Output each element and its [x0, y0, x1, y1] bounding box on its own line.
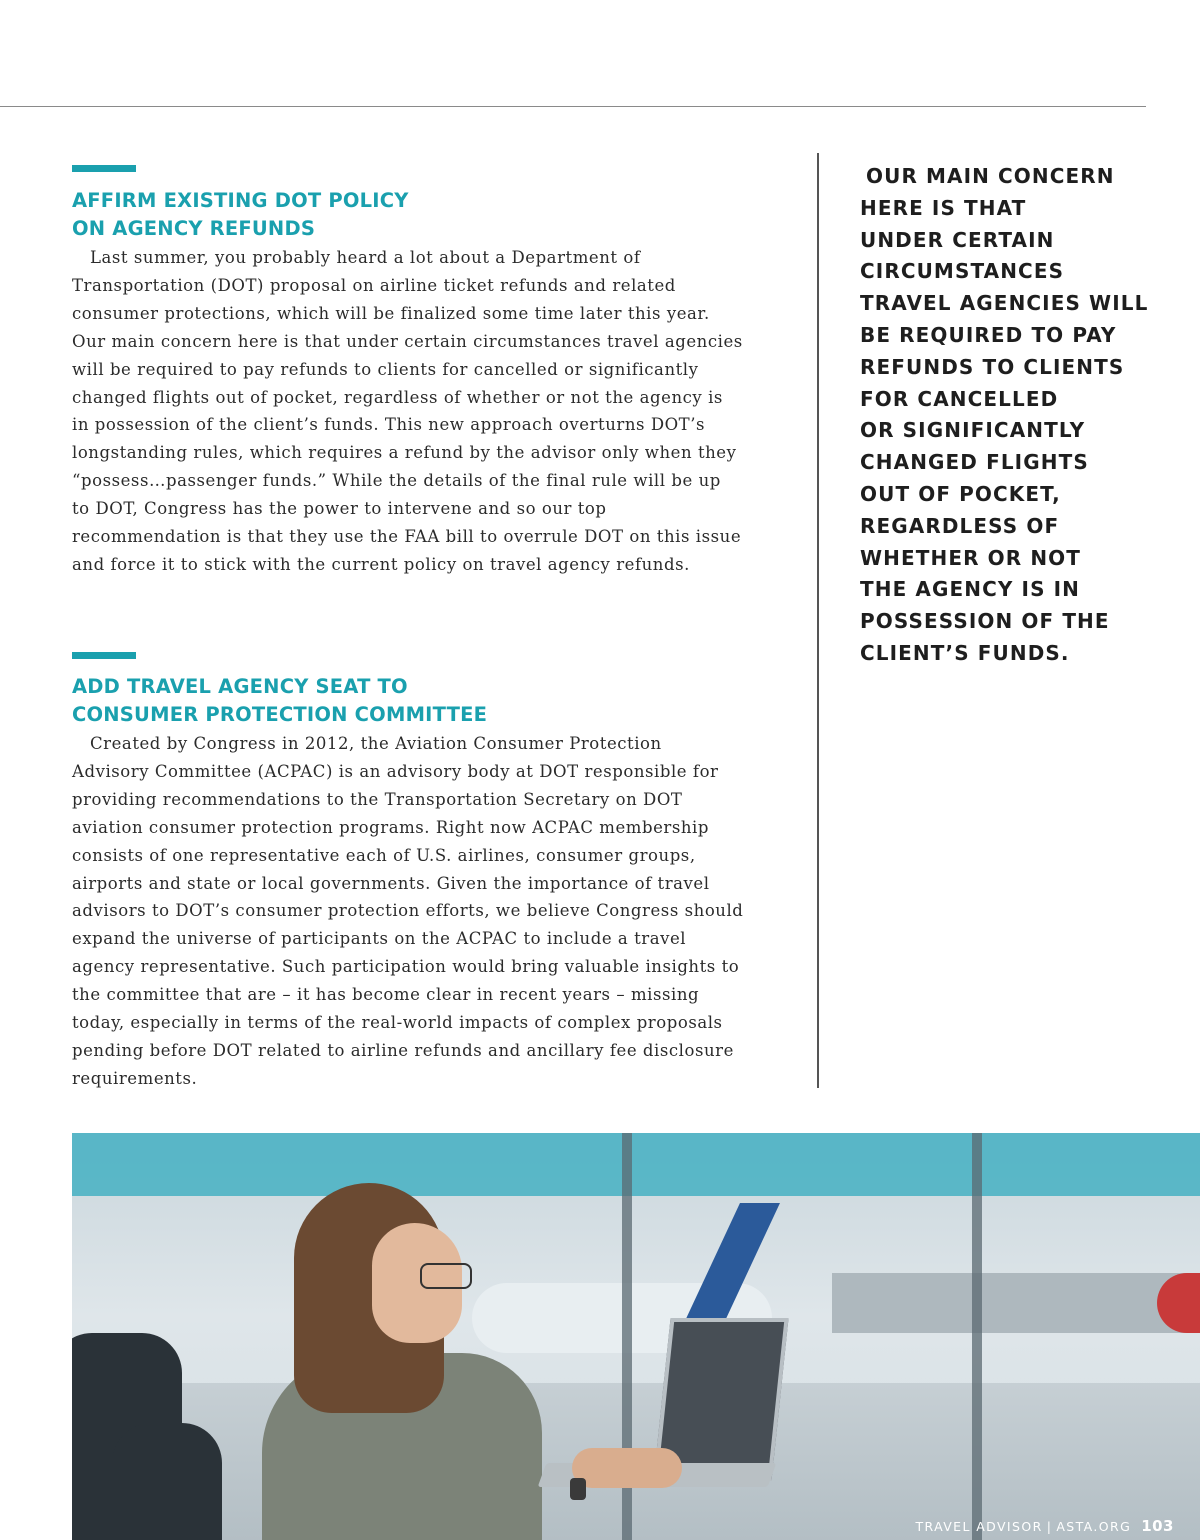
- pull-quote-line: HERE IS THAT: [860, 195, 1027, 220]
- pull-quote-line: CLIENT’S FUNDS.: [860, 640, 1070, 665]
- photo-watch: [570, 1478, 586, 1500]
- footer-separator: |: [1046, 1519, 1053, 1534]
- pull-quote-line: CIRCUMSTANCES: [860, 259, 1065, 284]
- section-heading-refunds: [72, 187, 632, 243]
- section-heading-acpac: [72, 673, 632, 729]
- heading-line: CONSUMER PROTECTION COMMITTEE: [72, 703, 488, 726]
- section-accent-bar: [72, 652, 136, 659]
- column-divider: [817, 153, 819, 1088]
- footer-publication: TRAVEL ADVISOR: [915, 1519, 1043, 1534]
- photo-glasses: [420, 1263, 472, 1289]
- pull-quote-line: OUT OF POCKET,: [860, 481, 1061, 506]
- heading-line: ON AGENCY REFUNDS: [72, 217, 316, 240]
- airport-laptop-photo: [72, 1133, 1200, 1540]
- pull-quote-line: WHETHER OR NOT: [860, 545, 1082, 570]
- photo-hands: [572, 1448, 682, 1488]
- pull-quote-line: CHANGED FLIGHTS: [860, 450, 1089, 475]
- page-footer: [915, 1517, 1174, 1535]
- section-body-refunds: Last summer, you probably heard a lot about a Department of Transportation (DOT) proposal on airline ticket refunds and related consumer protections, which will be finalized some time later this year. Our main concern here is that under certain circumstances travel agencies will be required to pay refunds to clients for cancelled or significantly changed flights out of pocket, regardless of whether or not the agency is in possession of the client’s funds. This new approach overturns DOT’s longstanding rules, which requires a refund by the advisor only when they “possess…passenger funds.” While the details of the final rule will be up to DOT, Congress has the power to intervene and so our top recommendation is that they use the FAA bill to overrule DOT on this issue and force it to stick with the current policy on travel agency refunds.: [72, 248, 743, 574]
- pull-quote-line: TRAVEL AGENCIES WILL: [860, 291, 1149, 316]
- footer-site: ASTA.ORG: [1056, 1519, 1132, 1534]
- pull-quote: [860, 161, 1160, 670]
- pull-quote-line: POSSESSION OF THE: [860, 609, 1110, 634]
- top-divider: [0, 106, 1146, 107]
- pull-quote-line: UNDER CERTAIN: [860, 227, 1055, 252]
- photo-chair: [112, 1423, 222, 1540]
- pull-quote-line: REFUNDS TO CLIENTS: [860, 354, 1125, 379]
- heading-line: AFFIRM EXISTING DOT POLICY: [72, 189, 409, 212]
- section-body-acpac: Created by Congress in 2012, the Aviation Consumer Protection Advisory Committee (ACPAC) is an advisory body at DOT responsible for providing recommendations to the Transportation Secretary on DOT aviation consumer protection programs. Right now ACPAC membership consists of one representative each of U.S. airlines, consumer groups, airports and state or local governments. Given the importance of travel advisors to DOT’s consumer protection efforts, we believe Congress should expand the universe of participants on the ACPAC to include a travel agency representative. Such participation would bring valuable insights to the committee that are – it has become clear in recent years – missing today, especially in terms of the real-world impacts of complex proposals pending before DOT related to airline refunds and ancillary fee disclosure requirements.: [72, 734, 744, 1088]
- pull-quote-line: OUR MAIN CONCERN: [866, 164, 1115, 188]
- page-number: 103: [1141, 1517, 1174, 1535]
- pull-quote-line: BE REQUIRED TO PAY: [860, 322, 1117, 347]
- pull-quote-line: THE AGENCY IS IN: [860, 577, 1081, 602]
- section-accent-bar: [72, 165, 136, 172]
- pull-quote-line: OR SIGNIFICANTLY: [860, 418, 1086, 443]
- photo-jetway: [832, 1273, 1192, 1333]
- pull-quote-line: REGARDLESS OF: [860, 513, 1060, 538]
- pull-quote-line: FOR CANCELLED: [860, 386, 1059, 411]
- photo-window-frame: [972, 1133, 982, 1540]
- photo-teal-overlay: [72, 1133, 1200, 1196]
- heading-line: ADD TRAVEL AGENCY SEAT TO: [72, 675, 408, 698]
